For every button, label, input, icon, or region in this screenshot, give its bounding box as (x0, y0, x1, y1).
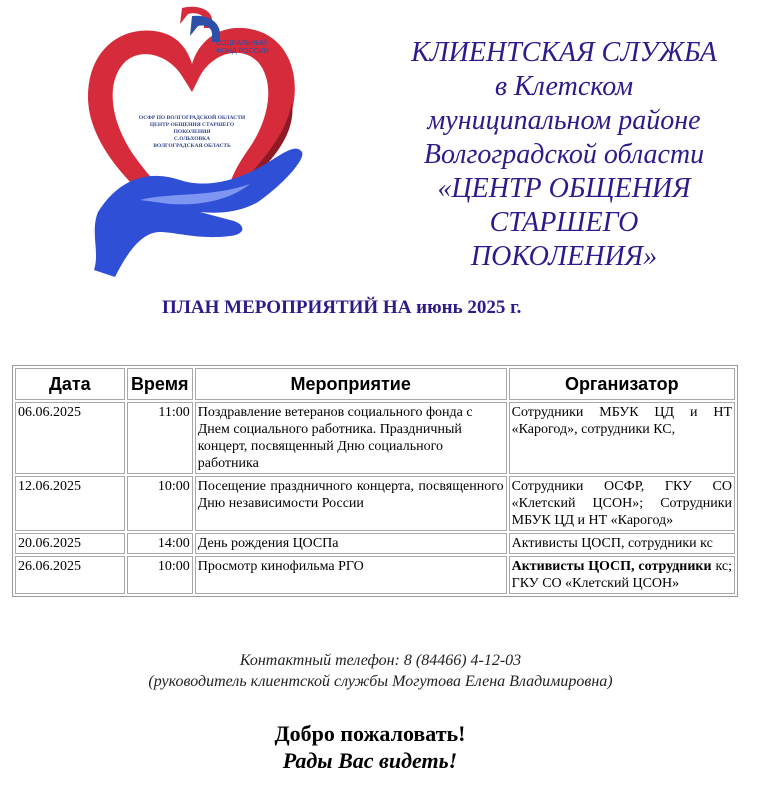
cell-date: 12.06.2025 (15, 476, 125, 531)
heading-line: Волгоградской области (423, 139, 705, 170)
cell-time: 14:00 (127, 533, 193, 554)
heading-line: СТАРШЕГО (489, 207, 639, 238)
cell-date: 06.06.2025 (15, 402, 125, 474)
contact-phone: Контактный телефон: 8 (84466) 4-12-03 (239, 652, 522, 669)
heading-line: КЛИЕНТСКАЯ СЛУЖБА (411, 37, 717, 68)
cell-time: 10:00 (127, 556, 193, 594)
logo-org-line: ЦЕНТР ОБЩЕНИЯ СТАРШЕГО (149, 122, 235, 128)
heading-line: ПОКОЛЕНИЯ» (470, 241, 658, 272)
column-header-date: Дата (15, 368, 125, 400)
cell-time: 11:00 (127, 402, 193, 474)
welcome-line-1: Добро пожаловать! (274, 721, 466, 746)
cell-event: Просмотр кинофильма РГО (195, 556, 507, 594)
table-row (15, 533, 735, 554)
cell-organizer: Сотрудники МБУК ЦД и НТ «Карогод», сотрудники КС, (509, 402, 735, 474)
heading-line: «ЦЕНТР ОБЩЕНИЯ (437, 173, 691, 204)
cell-date: 20.06.2025 (15, 533, 125, 554)
cell-event: Поздравление ветеранов социального фонда с Днем социального работника. Праздничный концерт, посвященный Дню социального работника (195, 402, 507, 474)
cell-event: День рождения ЦОСПа (195, 533, 507, 554)
heading-line: в Клетском (494, 71, 634, 102)
logo-org-line: ОСФР ПО ВОЛГОГРАДСКОЙ ОБЛАСТИ (138, 115, 246, 121)
events-table (12, 365, 738, 597)
cell-time: 10:00 (127, 476, 193, 531)
logo-org-line: С.ОЛЬХОВКА (173, 136, 211, 142)
organizer-rest-part: кс; ГКУ СО «Клетский ЦСОН» (511, 559, 732, 591)
column-header-event: Мероприятие (195, 368, 507, 400)
table-row (15, 556, 735, 594)
cell-event: Посещение праздничного концерта, посвященного Дню независимости России (195, 476, 507, 531)
cell-organizer: Активисты ЦОСП, сотрудники кс (509, 533, 735, 554)
column-header-time: Время (127, 368, 193, 400)
table-header-row (15, 368, 735, 400)
cell-organizer: Сотрудники ОСФР, ГКУ СО «Клетский ЦСОН»; Сотрудники МБУК ЦД и НТ «Карогод» (509, 476, 735, 531)
brand-line-2: ФОНД РОССИИ (216, 48, 269, 55)
logo-org-line: ПОКОЛЕНИЯ (173, 129, 211, 135)
cell-organizer (509, 556, 735, 594)
welcome-line-2: Рады Вас видеть! (282, 748, 458, 773)
contact-block (0, 650, 761, 692)
table-row (15, 476, 735, 531)
sfr-brand-icon (180, 7, 220, 42)
logo-org-line: ВОЛГОГРАДСКАЯ ОБЛАСТЬ (153, 143, 231, 149)
welcome-block (0, 720, 740, 774)
table-row (15, 402, 735, 474)
brand-line-1: СОЦИАЛЬНЫЙ (216, 40, 267, 47)
heading-line: муниципальном районе (427, 105, 701, 136)
page-heading (372, 36, 756, 274)
cell-date: 26.06.2025 (15, 556, 125, 594)
contact-head: (руководитель клиентской службы Могутова Елена Владимировна) (148, 673, 613, 690)
plan-title: ПЛАН МЕРОПРИЯТИЙ НА июнь 2025 г. (162, 297, 522, 318)
column-header-organizer: Организатор (509, 368, 735, 400)
organizer-bold-part: Активисты ЦОСП, сотрудники (511, 559, 712, 574)
sfr-heart-logo (80, 2, 310, 280)
